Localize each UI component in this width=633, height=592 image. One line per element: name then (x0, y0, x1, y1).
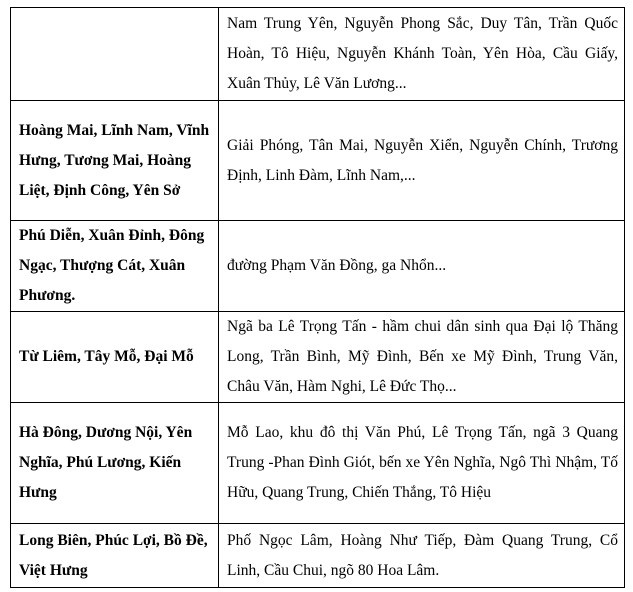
table-row (11, 221, 625, 312)
area-cell: Long Biên, Phúc Lợi, Bồ Đề, Việt Hưng (11, 524, 219, 588)
streets-cell: Nam Trung Yên, Nguyễn Phong Sắc, Duy Tân, Trần Quốc Hoàn, Tô Hiệu, Nguyễn Khánh Toàn, Yên Hòa, Cầu Giấy, Xuân Thủy, Lê Văn Lương... (219, 8, 625, 101)
area-cell: Từ Liêm, Tây Mỗ, Đại Mỗ (11, 312, 219, 403)
streets-cell: đường Phạm Văn Đồng, ga Nhổn... (219, 221, 625, 312)
area-cell (11, 8, 219, 101)
area-cell: Hà Đông, Dương Nội, Yên Nghĩa, Phú Lương, Kiến Hưng (11, 403, 219, 524)
streets-cell: Ngã ba Lê Trọng Tấn - hầm chui dân sinh qua Đại lộ Thăng Long, Trần Bình, Mỹ Đình, Bến xe Mỹ Đình, Trung Văn, Châu Văn, Hàm Nghi, Lê Đức Thọ... (219, 312, 625, 403)
table-row (11, 8, 625, 101)
table-row (11, 312, 625, 403)
area-cell: Hoàng Mai, Lĩnh Nam, Vĩnh Hưng, Tương Mai, Hoàng Liệt, Định Công, Yên Sở (11, 101, 219, 221)
area-cell: Phú Diễn, Xuân Đỉnh, Đông Ngạc, Thượng Cát, Xuân Phương. (11, 221, 219, 312)
streets-cell: Giải Phóng, Tân Mai, Nguyễn Xiển, Nguyễn Chính, Trương Định, Linh Đàm, Lĩnh Nam,... (219, 101, 625, 221)
table-row (11, 101, 625, 221)
table-row (11, 403, 625, 524)
streets-cell: Mỗ Lao, khu đô thị Văn Phú, Lê Trọng Tấn, ngã 3 Quang Trung -Phan Đình Giót, bến xe Yên Nghĩa, Ngô Thì Nhậm, Tố Hữu, Quang Trung, Chiến Thắng, Tô Hiệu (219, 403, 625, 524)
table-row (11, 524, 625, 588)
flood-areas-table (10, 7, 625, 588)
streets-cell: Phố Ngọc Lâm, Hoàng Như Tiếp, Đàm Quang Trung, Cổ Linh, Cầu Chui, ngõ 80 Hoa Lâm. (219, 524, 625, 588)
